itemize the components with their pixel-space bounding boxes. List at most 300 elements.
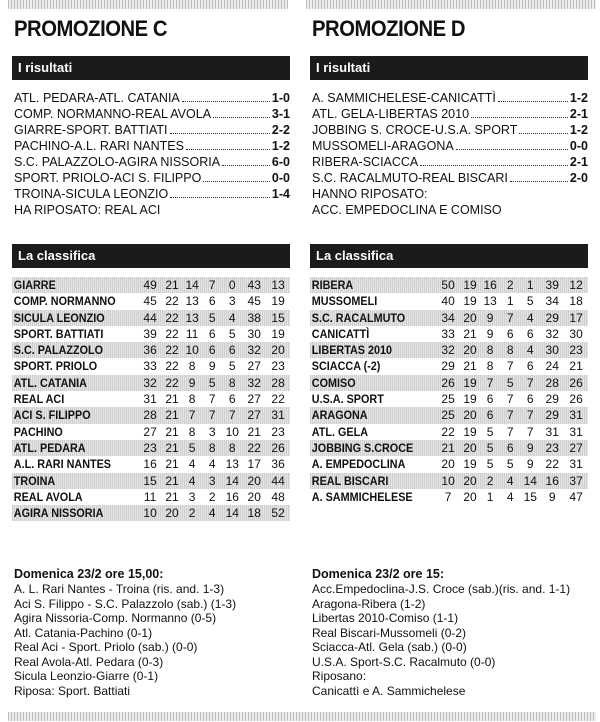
stat-pts: 33: [441, 326, 455, 341]
table-row: [310, 293, 588, 309]
team-name: S.C. RACALMUTO: [311, 310, 406, 325]
match-name: GIARRE-SPORT. BATTIATI: [14, 123, 168, 137]
stat-ga: 47: [569, 489, 583, 504]
stat-w: 1: [486, 489, 494, 504]
stat-d: 6: [506, 440, 514, 455]
stat-p: 22: [165, 343, 179, 358]
stat-d: 8: [208, 440, 216, 455]
stat-d: 7: [506, 310, 514, 325]
stat-l: 14: [523, 473, 537, 488]
stat-gf: 17: [247, 457, 261, 472]
stat-p: 22: [165, 375, 179, 390]
dot-leader: [182, 90, 270, 102]
stat-pts: 25: [441, 408, 455, 423]
stat-d: 4: [506, 489, 514, 504]
schedule-header: Domenica 23/2 ore 15,00:: [14, 567, 164, 581]
stat-w: 9: [188, 375, 196, 390]
dot-leader: [222, 154, 270, 166]
stat-p: 22: [165, 294, 179, 309]
match-score: 2-1: [569, 155, 588, 169]
section-title: PROMOZIONE C: [14, 16, 168, 41]
match-name: ATL. PEDARA-ATL. CATANIA: [14, 91, 180, 105]
stat-ga: 26: [271, 440, 285, 455]
stat-w: 6: [486, 392, 494, 407]
stat-pts: 15: [143, 473, 157, 488]
stat-pts: 34: [441, 310, 455, 325]
result-row: [14, 186, 290, 202]
stat-gf: 38: [247, 310, 261, 325]
team-name: U.S.A. SPORT: [311, 392, 384, 407]
result-row: [312, 170, 588, 186]
stat-p: 22: [165, 310, 179, 325]
table-row: [310, 391, 588, 407]
schedule-line: Aci S. Filippo - S.C. Palazzolo (sab.) (1-3): [14, 596, 237, 611]
team-name: GIARRE: [13, 278, 56, 292]
dot-leader: [203, 170, 270, 182]
table-row: [12, 342, 290, 358]
stat-pts: 29: [441, 359, 455, 374]
match-name: RIBERA-SCIACCA: [312, 155, 419, 169]
stat-ga: 21: [569, 359, 583, 374]
stat-ga: 23: [271, 359, 285, 374]
table-row: [310, 456, 588, 472]
stat-gf: 27: [247, 392, 261, 407]
team-name: COMP. NORMANNO: [13, 294, 116, 309]
schedule-line: Real Avola-Atl. Pedara (0-3): [14, 654, 164, 669]
bottom-rule: [8, 712, 596, 721]
stat-l: 3: [228, 294, 236, 309]
rest-note: [312, 202, 588, 218]
schedule-line: Agira Nissoria-Comp. Normanno (0-5): [14, 611, 217, 625]
stat-pts: 31: [143, 392, 157, 407]
stat-d: 1: [506, 294, 514, 309]
stat-p: 21: [165, 278, 179, 292]
stat-w: 9: [486, 310, 494, 325]
match-name: S.C. PALAZZOLO-AGIRA NISSORIA: [14, 155, 221, 169]
stat-p: 20: [463, 473, 477, 488]
stat-l: 4: [228, 310, 236, 325]
stat-d: 5: [506, 457, 514, 472]
team-name: ARAGONA: [311, 408, 368, 423]
stat-gf: 22: [545, 457, 559, 472]
stat-d: 7: [208, 278, 216, 292]
stat-w: 13: [185, 294, 199, 309]
stat-pts: 21: [441, 440, 455, 455]
stat-d: 7: [506, 408, 514, 423]
stat-l: 7: [526, 424, 534, 439]
stat-w: 5: [486, 424, 494, 439]
stat-gf: 27: [247, 408, 261, 423]
stat-w: 7: [486, 375, 494, 390]
stat-ga: 31: [271, 408, 285, 423]
result-row: [14, 170, 290, 186]
stat-gf: 30: [545, 343, 559, 358]
stat-d: 4: [208, 506, 216, 521]
dot-leader: [170, 186, 270, 198]
stat-p: 22: [165, 359, 179, 374]
stat-pts: 28: [143, 408, 157, 423]
stat-l: 9: [526, 440, 534, 455]
rest-note-text: HANNO RIPOSATO:: [312, 187, 428, 201]
dot-leader: [456, 138, 568, 150]
stat-l: 5: [526, 294, 534, 309]
schedule-line: Acc.Empedoclina-J.S. Croce (sab.)(ris. and. 1-1): [312, 582, 571, 596]
match-score: 0-0: [569, 139, 588, 153]
stat-p: 21: [463, 359, 477, 374]
team-name: SPORT. PRIOLO: [13, 359, 98, 374]
result-row: [14, 154, 290, 170]
stat-pts: 20: [441, 457, 455, 472]
stat-ga: 37: [569, 473, 583, 488]
match-name: S.C. RACALMUTO-REAL BISCARI: [312, 171, 508, 185]
stat-pts: 45: [143, 294, 157, 309]
stat-l: 7: [526, 375, 534, 390]
stat-gf: 32: [247, 343, 261, 358]
schedule: [14, 567, 304, 698]
top-rule-left: [8, 0, 288, 9]
stat-gf: 43: [247, 278, 261, 292]
stat-p: 20: [463, 440, 477, 455]
dot-leader: [420, 154, 568, 166]
stat-pts: 10: [143, 506, 157, 521]
team-name: CANICATTÌ: [311, 326, 370, 341]
rest-note-text: ACC. EMPEDOCLINA E COMISO: [312, 203, 502, 217]
stat-pts: 26: [441, 375, 455, 390]
table-row: [310, 358, 588, 374]
schedule-line: Libertas 2010-Comiso (1-1): [312, 611, 459, 625]
stat-d: 4: [506, 473, 514, 488]
result-row: [14, 122, 290, 138]
team-name: REAL BISCARI: [311, 473, 389, 488]
stat-gf: 39: [545, 278, 559, 292]
stat-gf: 29: [545, 310, 559, 325]
table-row: [12, 277, 290, 293]
stat-ga: 18: [569, 294, 583, 309]
dot-leader: [510, 170, 568, 182]
table-row: [12, 424, 290, 440]
stat-pts: 22: [441, 424, 455, 439]
stat-pts: 49: [143, 278, 157, 292]
match-score: 2-0: [569, 171, 588, 185]
stat-gf: 29: [545, 392, 559, 407]
results-header: I risultati: [310, 56, 588, 80]
schedule-line: Riposa: Sport. Battiati: [14, 683, 131, 698]
stat-d: 7: [506, 359, 514, 374]
table-row: [310, 342, 588, 358]
stat-d: 5: [208, 310, 216, 325]
stat-w: 5: [188, 440, 196, 455]
stat-w: 16: [483, 278, 497, 292]
stat-d: 7: [506, 424, 514, 439]
team-name: A. EMPEDOCLINA: [311, 457, 406, 472]
stat-pts: 32: [143, 375, 157, 390]
stat-w: 8: [188, 392, 196, 407]
stat-d: 3: [208, 473, 216, 488]
stat-pts: 11: [143, 489, 157, 504]
team-name: ACI S. FILIPPO: [13, 408, 91, 423]
result-row: [312, 90, 588, 106]
stat-p: 22: [165, 326, 179, 341]
team-name: MUSSOMELI: [311, 294, 378, 309]
stat-p: 19: [463, 294, 477, 309]
stat-gf: 31: [545, 424, 559, 439]
stat-d: 7: [506, 392, 514, 407]
team-name: RIBERA: [311, 278, 354, 292]
stat-gf: 24: [545, 359, 559, 374]
stat-p: 19: [463, 457, 477, 472]
team-name: ATL. GELA: [311, 424, 368, 439]
team-name: SICULA LEONZIO: [13, 310, 105, 325]
standings-table: [12, 277, 290, 521]
stat-ga: 12: [569, 278, 583, 292]
stat-ga: 13: [271, 278, 285, 292]
stat-ga: 26: [569, 375, 583, 390]
result-row: [312, 106, 588, 122]
stat-l: 6: [526, 359, 534, 374]
stat-pts: 39: [143, 326, 157, 341]
stat-gf: 29: [545, 408, 559, 423]
stat-w: 4: [188, 473, 196, 488]
stat-w: 9: [486, 326, 494, 341]
stat-w: 13: [185, 310, 199, 325]
stat-gf: 18: [247, 506, 261, 521]
stat-p: 20: [463, 343, 477, 358]
schedule-line: Atl. Catania-Pachino (0-1): [14, 625, 153, 640]
stat-l: 6: [526, 326, 534, 341]
match-score: 1-4: [271, 187, 290, 201]
stat-pts: 32: [441, 343, 455, 358]
stat-pts: 16: [143, 457, 157, 472]
match-name: ATL. GELA-LIBERTAS 2010: [312, 107, 470, 121]
stat-ga: 15: [271, 310, 285, 325]
stat-pts: 33: [143, 359, 157, 374]
stat-ga: 48: [271, 489, 285, 504]
team-name: SPORT. BATTIATI: [13, 326, 104, 341]
stat-l: 6: [228, 343, 236, 358]
table-row: [310, 424, 588, 440]
stat-w: 14: [185, 278, 199, 292]
stat-l: 9: [526, 457, 534, 472]
stat-l: 10: [225, 424, 239, 439]
stat-pts: 50: [441, 278, 455, 292]
stat-d: 4: [208, 457, 216, 472]
stat-d: 6: [208, 326, 216, 341]
stat-d: 9: [208, 359, 216, 374]
result-row: [312, 138, 588, 154]
stat-d: 7: [208, 392, 216, 407]
team-name: REAL AVOLA: [13, 489, 83, 504]
results-list: [14, 90, 290, 218]
schedule-line: Aragona-Ribera (1-2): [312, 596, 426, 611]
stat-d: 2: [208, 489, 216, 504]
result-row: [312, 154, 588, 170]
stat-gf: 34: [545, 294, 559, 309]
table-row: [12, 456, 290, 472]
stat-p: 20: [165, 506, 179, 521]
stat-pts: 44: [143, 310, 157, 325]
stat-ga: 28: [271, 375, 285, 390]
schedule-line: Sciacca-Atl. Gela (sab.) (0-0): [312, 640, 467, 654]
match-score: 2-1: [569, 107, 588, 121]
stat-w: 5: [486, 457, 494, 472]
stat-p: 21: [165, 424, 179, 439]
stat-gf: 20: [247, 473, 261, 488]
result-row: [14, 106, 290, 122]
table-row: [310, 440, 588, 456]
standings-header: La classifica: [310, 244, 588, 268]
result-row: [312, 122, 588, 138]
schedule-line: Real Aci - Sport. Priolo (sab.) (0-0): [14, 640, 198, 654]
stat-w: 8: [486, 343, 494, 358]
dot-leader: [498, 90, 568, 102]
match-score: 1-0: [271, 91, 290, 105]
table-row: [310, 375, 588, 391]
stat-w: 2: [486, 473, 494, 488]
standings-header: La classifica: [12, 244, 290, 268]
stat-gf: 22: [247, 440, 261, 455]
result-row: [14, 138, 290, 154]
stat-w: 5: [486, 440, 494, 455]
match-score: 0-0: [271, 171, 290, 185]
dot-leader: [213, 106, 270, 118]
table-row: [310, 326, 588, 342]
stat-ga: 19: [271, 294, 285, 309]
dot-leader: [170, 122, 270, 134]
table-row: [310, 310, 588, 326]
stat-ga: 44: [271, 473, 285, 488]
stat-l: 13: [225, 457, 239, 472]
stat-l: 1: [526, 278, 534, 292]
stat-d: 6: [208, 294, 216, 309]
match-name: A. SAMMICHELESE-CANICATTÌ: [312, 91, 496, 105]
stat-w: 2: [188, 506, 196, 521]
table-row: [310, 489, 588, 505]
stat-ga: 31: [569, 424, 583, 439]
table-row: [310, 407, 588, 423]
stat-ga: 23: [569, 343, 583, 358]
stat-d: 7: [208, 408, 216, 423]
stat-l: 5: [228, 326, 236, 341]
stat-p: 19: [463, 375, 477, 390]
stat-p: 19: [463, 424, 477, 439]
team-name: AGIRA NISSORIA: [13, 506, 104, 521]
table-row: [12, 375, 290, 391]
stat-l: 6: [228, 392, 236, 407]
team-name: SCIACCA (-2): [311, 359, 381, 374]
stat-w: 8: [188, 424, 196, 439]
match-score: 3-1: [271, 107, 290, 121]
stat-w: 8: [486, 359, 494, 374]
stat-l: 6: [526, 392, 534, 407]
stat-ga: 19: [271, 326, 285, 341]
stat-ga: 31: [569, 408, 583, 423]
schedule-line: U.S.A. Sport-S.C. Racalmuto (0-0): [312, 654, 496, 669]
match-score: 6-0: [271, 155, 290, 169]
stat-pts: 10: [441, 473, 455, 488]
table-row: [12, 310, 290, 326]
stat-l: 8: [228, 440, 236, 455]
table-row: [12, 473, 290, 489]
stat-ga: 26: [569, 392, 583, 407]
team-name: REAL ACI: [13, 392, 65, 407]
stat-gf: 45: [247, 294, 261, 309]
stat-d: 3: [208, 424, 216, 439]
rest-note: [312, 186, 588, 202]
schedule-line: Sicula Leonzio-Giarre (0-1): [14, 669, 159, 683]
stat-p: 19: [463, 392, 477, 407]
stat-p: 19: [463, 278, 477, 292]
stat-l: 5: [228, 359, 236, 374]
stat-p: 21: [165, 408, 179, 423]
match-score: 1-2: [271, 139, 290, 153]
team-name: ATL. PEDARA: [13, 440, 86, 455]
table-row: [12, 293, 290, 309]
dot-leader: [519, 122, 568, 134]
stat-ga: 20: [271, 343, 285, 358]
stat-l: 14: [225, 506, 239, 521]
rest-note: [14, 202, 290, 218]
stat-gf: 27: [247, 359, 261, 374]
stat-ga: 30: [569, 326, 583, 341]
match-name: COMP. NORMANNO-REAL AVOLA: [14, 107, 212, 121]
schedule: [312, 567, 600, 698]
team-name: LIBERTAS 2010: [311, 343, 393, 358]
top-rule-right: [306, 0, 596, 9]
stat-l: 4: [526, 310, 534, 325]
stat-pts: 23: [143, 440, 157, 455]
dot-leader: [186, 138, 270, 150]
stat-w: 6: [486, 408, 494, 423]
stat-ga: 52: [271, 506, 285, 521]
team-name: PACHINO: [13, 424, 63, 439]
stat-d: 6: [506, 326, 514, 341]
stat-gf: 23: [545, 440, 559, 455]
stat-p: 20: [463, 408, 477, 423]
team-name: COMISO: [311, 375, 356, 390]
stat-l: 0: [228, 278, 236, 292]
stat-p: 21: [165, 489, 179, 504]
stat-gf: 30: [247, 326, 261, 341]
stat-w: 13: [483, 294, 497, 309]
table-row: [12, 440, 290, 456]
stat-d: 5: [506, 375, 514, 390]
table-row: [12, 505, 290, 521]
standings-table: [310, 277, 588, 505]
match-name: PACHINO-A.L. RARI NANTES: [14, 139, 184, 153]
team-name: S.C. PALAZZOLO: [13, 343, 103, 358]
stat-p: 20: [463, 489, 477, 504]
results-list: [312, 90, 588, 218]
match-score: 1-2: [569, 123, 588, 137]
match-name: TROINA-SICULA LEONZIO: [14, 187, 169, 201]
match-score: 2-2: [271, 123, 290, 137]
schedule-line: Riposano:: [312, 669, 367, 683]
dot-leader: [471, 106, 568, 118]
schedule-line: A. L. Rari Nantes - Troina (ris. and. 1-3): [14, 582, 225, 596]
stat-w: 10: [185, 343, 199, 358]
stat-w: 8: [188, 359, 196, 374]
stat-gf: 32: [545, 326, 559, 341]
stat-ga: 27: [569, 440, 583, 455]
results-header: I risultati: [12, 56, 290, 80]
stat-p: 21: [463, 326, 477, 341]
stat-p: 21: [165, 473, 179, 488]
stat-p: 21: [165, 440, 179, 455]
table-row: [12, 391, 290, 407]
schedule-line: Canicattì e A. Sammichelese: [312, 683, 466, 698]
stat-pts: 25: [441, 392, 455, 407]
stat-gf: 32: [247, 375, 261, 390]
